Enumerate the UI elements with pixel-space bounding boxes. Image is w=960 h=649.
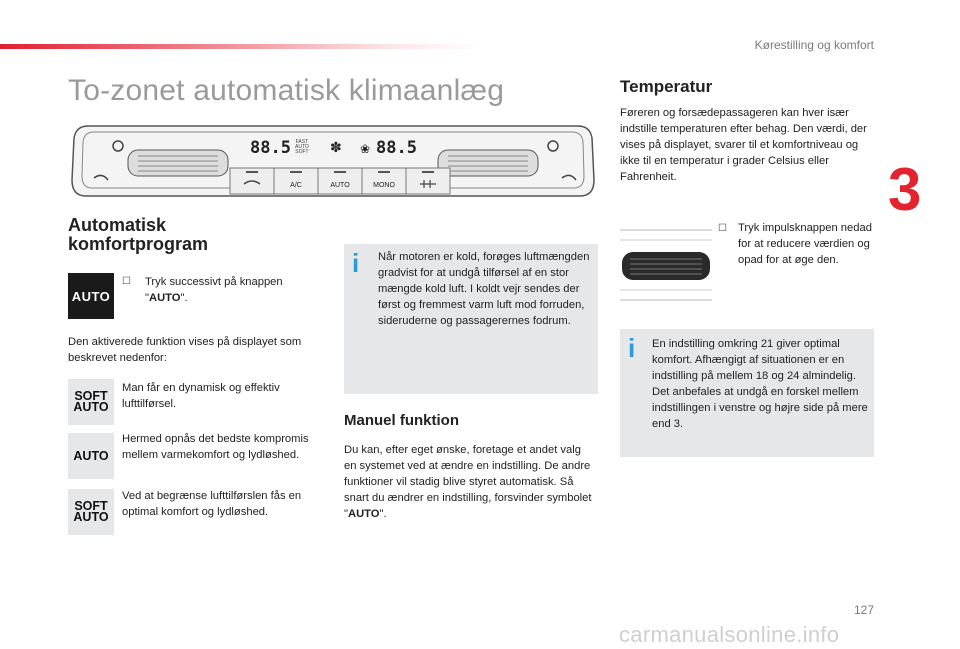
fan-icon: ✽ <box>330 139 342 155</box>
badge-line2: AUTO <box>73 448 109 463</box>
mode-fast-label: FAST <box>295 139 309 145</box>
manual-section-text <box>344 442 594 522</box>
mode-description: Ved at begrænse lufttilførslen fås en optimal komfort og lydløshed. <box>122 490 302 518</box>
right-temperature-display: 88.5 <box>376 138 417 158</box>
auto-badge <box>68 433 114 479</box>
temperature-section-text: Føreren og forsædepassageren kan hver især indstille temperaturen efter behag. Den værdi, der vises på displayet, svarer til et komfortniveau og ikke til en temperatur i grader Celsius eller Fahrenheit. <box>620 107 867 183</box>
watermark: carmanualsonline.info <box>619 622 840 647</box>
manual-text-end: ". <box>379 508 387 520</box>
badge-line1: SOFT <box>74 499 108 513</box>
mode-description: Man får en dynamisk og effektiv lufttilførsel. <box>122 382 280 410</box>
badge-line2: AUTO <box>73 400 109 414</box>
auto-intro-text: Den aktiverede funktion vises på displayet som beskrevet nedenfor: <box>68 336 302 364</box>
section-title: Kørestilling og komfort <box>754 38 874 52</box>
manual-text: Du kan, efter eget ønske, foretage et andet valg en systemet ved at ændre en indstilling. De andre funktioner vil stadig blive styret automatisk. Så snart du ændrer en indstilling, forsvinder symbolet " <box>344 444 592 520</box>
auto-section-title-line1: Automatisk <box>68 215 167 235</box>
auto-section-title-line2: komfortprogram <box>68 234 209 254</box>
temperature-switch-illustration <box>620 228 712 302</box>
climate-control-panel <box>68 120 598 202</box>
bullet-icon: ☐ <box>718 223 727 234</box>
manual-text-bold: AUTO <box>347 508 380 520</box>
badge-line2: AUTO <box>73 510 109 524</box>
mode-soft-label: SOFT <box>295 149 309 155</box>
mode-indicator <box>295 140 309 155</box>
chapter-number: 3 <box>888 156 922 223</box>
info-box-text: Når motoren er kold, forøges luftmængden gradvist for at undgå tilførsel af en stor mængde kold luft. I koldt vejr sendes der først og fremmest varm luft mod forruden, sideruderne og passagerernes fodrum. <box>378 251 590 327</box>
auto-button[interactable]: AUTO <box>330 182 350 189</box>
ac-button[interactable]: A/C <box>290 182 302 189</box>
manual-section-title: Manuel funktion <box>344 412 459 429</box>
left-temperature-display: 88.5 <box>250 138 291 158</box>
badge-line1: SOFT <box>74 389 108 403</box>
temperature-section-title: Temperatur <box>620 77 713 96</box>
press-text-bold: AUTO <box>148 292 181 304</box>
press-text: Tryk successivt på knappen " <box>145 276 283 304</box>
info-box-temperature <box>620 329 874 457</box>
press-auto-instruction <box>145 274 285 306</box>
mode-description: Hermed opnås det bedste kompromis mellem varmekomfort og lydløshed. <box>122 433 309 461</box>
soft-auto-badge <box>68 379 114 425</box>
page-number: 127 <box>854 603 875 617</box>
recirculation-icon: ❀ <box>360 142 371 156</box>
press-text-end: ". <box>180 292 188 304</box>
info-icon: i <box>628 333 636 363</box>
temperature-instruction: Tryk impulsknappen nedad for at reducere værdien og opad for at øge den. <box>738 222 872 266</box>
mode-auto-label: AUTO <box>295 144 309 150</box>
auto-section-title <box>68 216 208 254</box>
soft-auto-badge <box>68 489 114 535</box>
info-icon: i <box>352 248 360 278</box>
mono-button[interactable]: MONO <box>373 182 395 189</box>
info-box-cold-engine <box>344 244 598 394</box>
auto-button-icon: AUTO <box>68 273 114 319</box>
page-title: To-zonet automatisk klimaanlæg <box>68 74 505 107</box>
info-box-text: En indstilling omkring 21 giver optimal komfort. Afhængigt af situationen er en indstilling på mellem 18 og 24 almindelig. Det anbefales at undgå en forskel mellem indstillingen i venstre og højre side på mere end 3. <box>652 338 868 430</box>
header-accent-bar <box>0 44 480 49</box>
bullet-icon: ☐ <box>122 276 131 287</box>
